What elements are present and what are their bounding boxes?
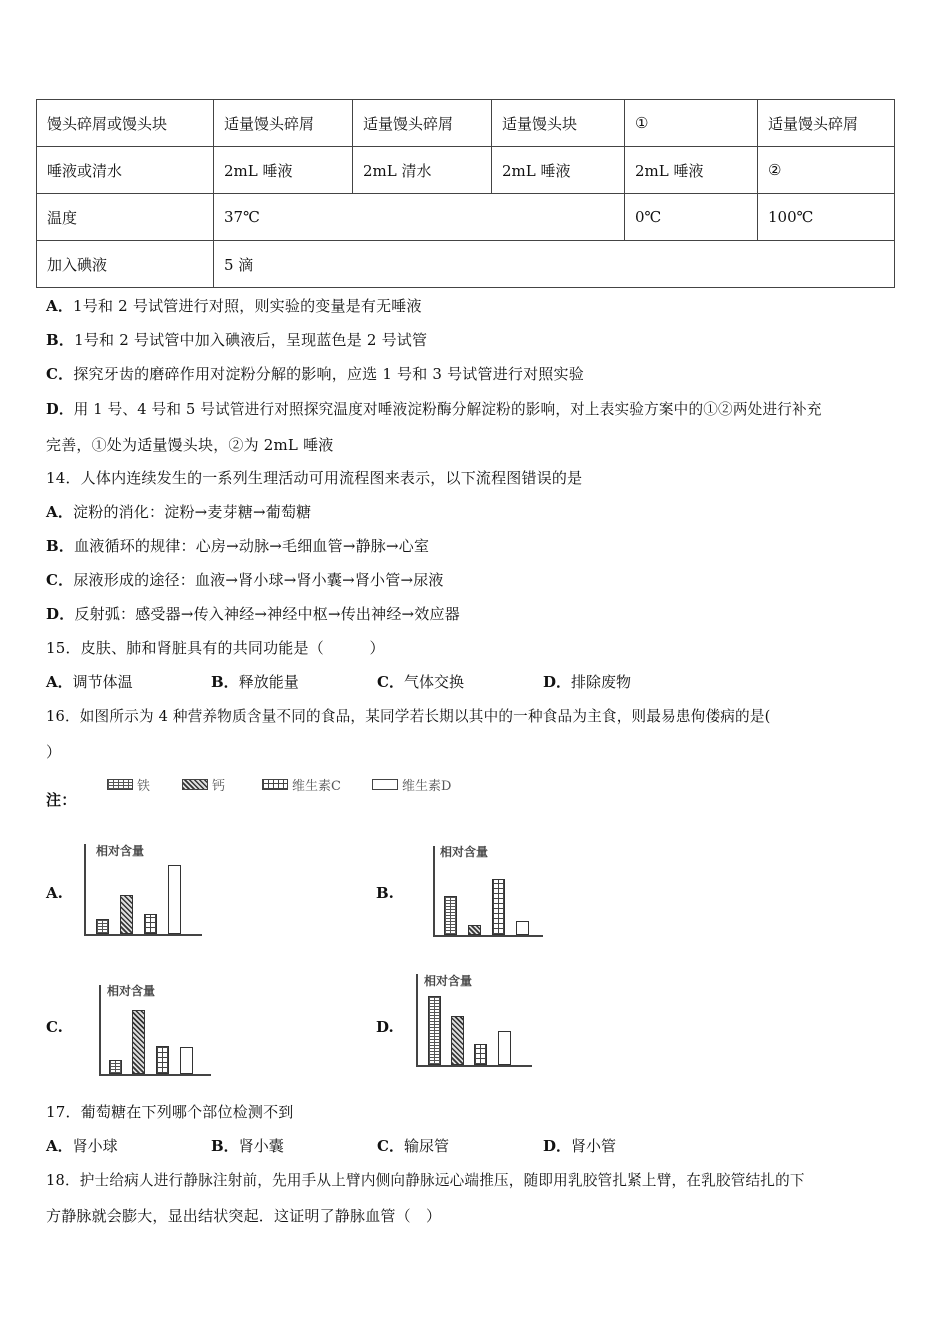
table-cell: 2mL 唾液 [625,147,758,194]
bar-vitamin-c [144,914,157,934]
table-row [37,194,895,241]
iron-swatch-icon [107,779,133,790]
bar-calcium [468,925,481,935]
table-row [37,241,895,288]
bar-calcium [120,895,133,934]
table-cell: 适量馒头碎屑 [214,100,353,147]
vitamin-d-swatch-icon [372,779,398,790]
table-cell: 2mL 清水 [353,147,492,194]
bar-vitamin-d [498,1031,511,1065]
table-cell: 适量馒头碎屑 [353,100,492,147]
row-label: 加入碘液 [37,241,214,288]
chart-option-b[interactable]: B. 相对含量 [370,838,570,938]
q15-option-b[interactable]: B．释放能量 [211,673,299,691]
bar-calcium [132,1010,145,1074]
experiment-table [36,99,895,288]
table-cell: 适量馒头碎屑 [758,100,895,147]
table-cell: 37℃ [214,194,625,241]
q15-stem: 15．皮肤、肺和肾脏具有的共同功能是（ ） [46,639,385,657]
table-cell: ① [625,100,758,147]
q13-option-b[interactable]: B．1号和 2 号试管中加入碘液后，呈现蓝色是 2 号试管 [46,331,428,349]
table-cell: 2mL 唾液 [214,147,353,194]
q14-option-a[interactable]: A．淀粉的消化：淀粉→麦芽糖→葡萄糖 [46,503,312,521]
bar-vitamin-d [168,865,181,934]
bar-iron [109,1060,122,1074]
x-axis [433,935,543,937]
note-label: 注： [46,791,77,809]
bar-vitamin-d [516,921,529,935]
q15-option-c[interactable]: C．气体交换 [377,673,464,691]
q16-stem: 16．如图所示为 4 种营养物质含量不同的食品，某同学若长期以其中的一种食品为主食，则最易患佝偻病的是( [46,708,771,725]
row-label: 唾液或清水 [37,147,214,194]
chart-option-c[interactable]: C. 相对含量 [40,978,240,1078]
table-cell: 0℃ [625,194,758,241]
bar-vitamin-c [156,1046,169,1074]
bar-iron [96,919,109,934]
bar-vitamin-c [474,1044,487,1065]
q17-option-c[interactable]: C．输尿管 [377,1137,449,1155]
row-label: 温度 [37,194,214,241]
bar-vitamin-c [492,879,505,935]
table-row [37,100,895,147]
q17-option-d[interactable]: D．肾小管 [543,1137,617,1155]
q13-option-d[interactable]: D．用 1 号、4 号和 5 号试管进行对照探究温度对唾液淀粉酶分解淀粉的影响，对上表实验方案中的①②两处进行补充 [46,401,822,418]
q14-option-c[interactable]: C．尿液形成的途径：血液→肾小球→肾小囊→肾小管→尿液 [46,571,444,589]
q18-stem: 18．护士给病人进行静脉注射前，先用手从上臂内侧向静脉远心端推压，随即用乳胶管扎紧上臂，在乳胶管结扎的下 [46,1172,805,1189]
legend-calcium: 钙 [182,775,225,794]
q13-option-a[interactable]: A．1号和 2 号试管进行对照，则实验的变量是有无唾液 [46,297,422,315]
q15-option-d[interactable]: D．排除废物 [543,673,632,691]
table-cell: 适量馒头块 [492,100,625,147]
x-axis [99,1074,211,1076]
legend-vitamin-c: 维生素C [262,775,341,794]
table-cell: 5 滴 [214,241,895,288]
q17-option-b[interactable]: B．肾小囊 [211,1137,284,1155]
x-axis [416,1065,532,1067]
legend-vitamin-d: 维生素D [372,775,451,794]
q14-option-b[interactable]: B．血液循环的规律：心房→动脉→毛细血管→静脉→心室 [46,537,430,555]
q17-option-a[interactable]: A．肾小球 [46,1137,118,1155]
q13-option-d-continued: 完善，①处为适量馒头块，②为 2mL 唾液 [46,436,334,454]
chart-option-a[interactable]: A. 相对含量 [40,838,240,938]
q14-option-d[interactable]: D．反射弧：感受器→传入神经→神经中枢→传出神经→效应器 [46,605,460,623]
table-row [37,147,895,194]
q14-stem: 14．人体内连续发生的一系列生理活动可用流程图来表示，以下流程图错误的是 [46,469,583,487]
q18-stem-continued: 方静脉就会膨大，显出结状突起．这证明了静脉血管（ ） [46,1207,442,1225]
chart-option-d[interactable]: D. 相对含量 [370,968,570,1068]
table-cell: ② [758,147,895,194]
x-axis [84,934,202,936]
table-cell: 100℃ [758,194,895,241]
bar-iron [428,996,441,1065]
bar-calcium [451,1016,464,1065]
q15-option-a[interactable]: A．调节体温 [46,673,133,691]
q17-stem: 17．葡萄糖在下列哪个部位检测不到 [46,1103,294,1121]
bar-vitamin-d [180,1047,193,1074]
bar-iron [444,896,457,935]
row-label: 馒头碎屑或馒头块 [37,100,214,147]
calcium-swatch-icon [182,779,208,790]
table-cell: 2mL 唾液 [492,147,625,194]
vitamin-c-swatch-icon [262,779,288,790]
q16-stem-continued: ） [46,743,62,761]
legend-iron: 铁 [107,775,150,794]
q13-option-c[interactable]: C．探究牙齿的磨碎作用对淀粉分解的影响，应选 1 号和 3 号试管进行对照实验 [46,365,584,383]
